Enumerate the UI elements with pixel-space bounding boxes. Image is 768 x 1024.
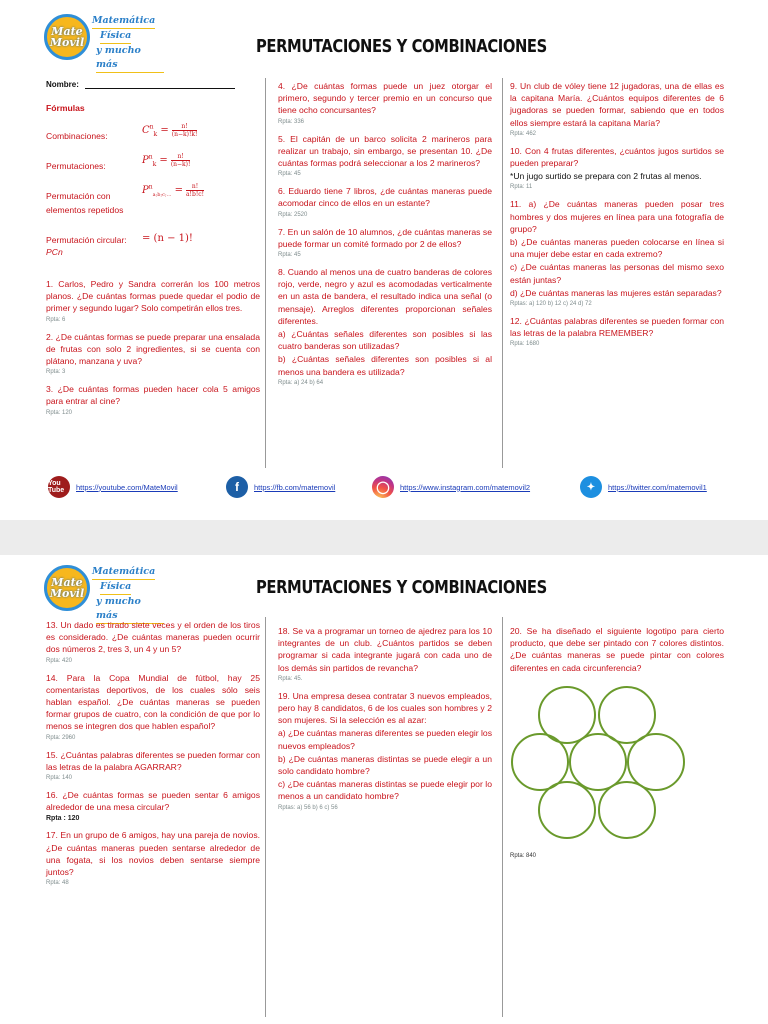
column-divider <box>265 78 266 468</box>
worksheet-page-2 <box>0 555 768 1024</box>
answer-10: Rpta: 11 <box>510 184 533 191</box>
column-1-questions <box>46 619 260 894</box>
seven-circles-logo-diagram <box>510 678 724 848</box>
question-16: 16. ¿De cuántas formas se pueden sentar 6 amigos alrededor de una mesa circular? <box>46 790 260 813</box>
social-links-bar <box>0 475 768 501</box>
question-8b: b) ¿Cuántas señales diferentes son posibles si al menos una bandera es utilizada? <box>278 354 492 377</box>
question-13: 13. Un dado es tirado siete veces y el orden de los tiros es considerado. ¿De cuántas maneras pueden ocurrir dos números 2, tres 3, un 4 y un 5? <box>46 620 260 655</box>
answer-1: Rpta: 6 <box>46 316 66 323</box>
question-4: 4. ¿De cuántas formas puede un juez otorgar el primero, segundo y tercer premio en un concurso que tiene ocho concursantes? <box>278 81 492 116</box>
question-8: 8. Cuando al menos una de cuatro banderas de colores rojo, verde, negro y azul es acomodadas verticalmente en un asta de bandera, el resultado indica una señal (o mensaje). Arreglos diferentes proporcionan señales diferentes. <box>278 267 492 326</box>
instagram-icon: ◯ <box>372 476 394 498</box>
question-19: 19. Una empresa desea contratar 3 nuevos empleados, pero hay 8 candidatos, 6 de los cuales son hombres y 2 son mujeres. Si la selección es al azar: <box>278 690 492 726</box>
formulas-section <box>46 80 266 257</box>
column-divider <box>265 617 266 1017</box>
answer-12: Rpta: 1680 <box>510 341 540 348</box>
circle-bottom-left <box>539 782 595 838</box>
column-2-questions <box>278 625 492 819</box>
twitter-link[interactable]: ✦ https://twitter.com/matemovil1 <box>580 475 707 499</box>
answer-13: Rpta: 420 <box>46 657 73 664</box>
question-11b: b) ¿De cuántas maneras pueden colocarse en línea si una mujer debe estar en cada extremo? <box>510 237 724 260</box>
answer-2: Rpta: 3 <box>46 369 66 376</box>
question-5: 5. El capitán de un barco solicita 2 marineros para realizar un trabajo, sin embargo, se presentan 10. ¿De cuántas formas podrá seleccionar a los 2 marineros? <box>278 133 492 169</box>
answer-6: Rpta: 2520 <box>278 211 308 218</box>
column-1-questions <box>46 278 260 424</box>
logo-badge: Mate Movil <box>44 14 90 60</box>
question-15: 15. ¿Cuántas palabras diferentes se pueden formar con las letras de la palabra AGARRAR? <box>46 749 260 772</box>
column-divider <box>502 617 503 1017</box>
question-19b: b) ¿De cuántas maneras distintas se puede elegir a un solo candidato hombre? <box>278 753 492 777</box>
answer-18: Rpta: 45. <box>278 675 303 682</box>
answer-8: Rpta: a) 24 b) 64 <box>278 379 324 386</box>
column-3-questions <box>510 80 724 355</box>
formulas-heading: Fórmulas <box>46 103 85 113</box>
question-9: 9. Un club de vóley tiene 12 jugadoras, una de ellas es la capitana María. ¿Cuántos equipos diferentes de 6 jugadoras se pueden formar, sabiendo que en todos ellos siempre estará la capitana María? <box>510 81 724 128</box>
question-7: 7. En un salón de 10 alumnos, ¿de cuántas maneras se puede formar un comité formado por 2 de ellos? <box>278 226 492 249</box>
answer-15: Rpta: 140 <box>46 775 73 782</box>
twitter-icon: ✦ <box>580 476 602 498</box>
answer-11: Rptas: a) 120 b) 12 c) 24 d) 72 <box>510 301 592 308</box>
youtube-icon: You Tube <box>48 476 70 498</box>
answer-9: Rpta: 462 <box>510 130 537 137</box>
circle-middle-right <box>628 734 684 790</box>
column-3-questions <box>510 625 724 867</box>
circle-bottom-right <box>599 782 655 838</box>
logo-tagline: Matemática Física y mucho más <box>92 14 164 73</box>
question-8a: a) ¿Cuántas señales diferentes son posibles si las cuatro banderas son utilizadas? <box>278 329 492 352</box>
formula-circular: Permutación circular: PCn = (n − 1)! <box>46 233 193 257</box>
question-11: 11. a) ¿De cuántas maneras pueden posar tres hombres y dos mujeres en línea para una fotografía de grupo? <box>510 199 724 234</box>
question-19c: c) ¿De cuántas maneras distintas se puede elegir por lo menos a un candidato hombre? <box>278 779 492 802</box>
question-14: 14. Para la Copa Mundial de fútbol, hay 25 comentaristas deportivos, de los cuales sólo seis hablan español. ¿De cuántas maneras se pueden formar grupos de cuatro, con la condición de que por lo menos se integren dos que hablen español? <box>46 672 260 732</box>
question-18: 18. Se va a programar un torneo de ajedrez para los 10 integrantes de un club. ¿Cuántos partidos se deben programar si cada integrante jugará con cada uno de los demás sin partidos de revancha? <box>278 626 492 673</box>
page-title: PERMUTACIONES Y COMBINACIONES <box>256 36 547 57</box>
question-11c: c) ¿De cuántas maneras las personas del mismo sexo están juntas? <box>510 262 724 285</box>
answer-14: Rpta: 2960 <box>46 734 76 741</box>
answer-19: Rptas: a) 56 b) 6 c) 56 <box>278 804 338 811</box>
question-10-note: *Un jugo surtido se prepara con 2 frutas al menos. <box>510 171 702 182</box>
answer-5: Rpta: 45 <box>278 171 301 178</box>
formula-permutacion-repetidos: Permutación con elementos repetidos $P^n_{a;b;c;...}$ = $\frac{n!}{a!b!c!}$ <box>46 183 204 215</box>
circle-middle-left <box>512 734 568 790</box>
page-gap <box>0 520 768 555</box>
question-10: 10. Con 4 frutas diferentes, ¿cuántos jugos surtidos se pueden preparar? <box>510 145 724 169</box>
answer-16: Rpta : 120 <box>46 815 80 823</box>
logo-badge: Mate Movil <box>44 565 90 611</box>
youtube-link[interactable]: You Tube https://youtube.com/MateMovil <box>48 475 178 499</box>
answer-17: Rpta: 48 <box>46 880 69 887</box>
question-19a: a) ¿De cuántas maneras diferentes se pueden elegir los nuevos empleados? <box>278 728 493 751</box>
matemovil-logo <box>44 563 164 619</box>
column-2-questions <box>278 80 492 394</box>
logo-tagline: Matemática Física y mucho más <box>92 565 164 624</box>
facebook-link[interactable]: f https://fb.com/matemovil <box>226 475 335 499</box>
question-6: 6. Eduardo tiene 7 libros, ¿de cuántas maneras puede acomodar cinco de ellos en un estante? <box>278 186 492 209</box>
answer-7: Rpta: 45 <box>278 252 301 259</box>
instagram-link[interactable]: ◯ https://www.instagram.com/matemovil2 <box>372 475 530 499</box>
answer-3: Rpta: 120 <box>46 409 73 416</box>
facebook-icon: f <box>226 476 248 498</box>
question-2: 2. ¿De cuántas formas se puede preparar una ensalada de frutas con solo 2 ingredientes, si se cuenta con plátano, manzana y uva? <box>46 331 260 367</box>
question-11d: d) ¿De cuántas maneras las mujeres están separadas? <box>510 287 722 298</box>
name-field[interactable]: Nombre: <box>46 80 266 89</box>
circle-center <box>570 734 626 790</box>
question-3: 3. ¿De cuántas formas pueden hacer cola 5 amigos para entrar al cine? <box>46 384 260 407</box>
formula-combinaciones: Combinaciones: $C^n_k$ = $\frac{n!}{(n-k)!k!}$ <box>46 123 198 141</box>
question-20: 20. Se ha diseñado el siguiente logotipo para cierto producto, que debe ser pintado con 7 colores distintos. ¿De cuántas maneras se puede pintar con colores diferentes en cada circunferencia? <box>510 626 724 673</box>
question-1: 1. Carlos, Pedro y Sandra correrán los 100 metros planos. ¿De cuántas formas puede quedar el podio de primer y segundo lugar? Solo competirán ellos tres. <box>46 279 260 314</box>
page-title: PERMUTACIONES Y COMBINACIONES <box>256 577 547 598</box>
formula-permutaciones: Permutaciones: $P^n_k$ = $\frac{n!}{(n-k)!}$ <box>46 153 191 171</box>
answer-4: Rpta: 336 <box>278 118 305 125</box>
matemovil-logo <box>44 12 164 68</box>
question-17: 17. En un grupo de 6 amigos, hay una pareja de novios. ¿De cuántas maneras pueden sentarse alrededor de una fogata, si los novios deben sentarse siempre juntos? <box>46 830 260 878</box>
question-12: 12. ¿Cuántas palabras diferentes se pueden formar con las letras de la palabra REMEMBER? <box>510 316 724 339</box>
column-divider <box>502 78 503 468</box>
answer-20: Rpta: 840 <box>510 852 537 859</box>
